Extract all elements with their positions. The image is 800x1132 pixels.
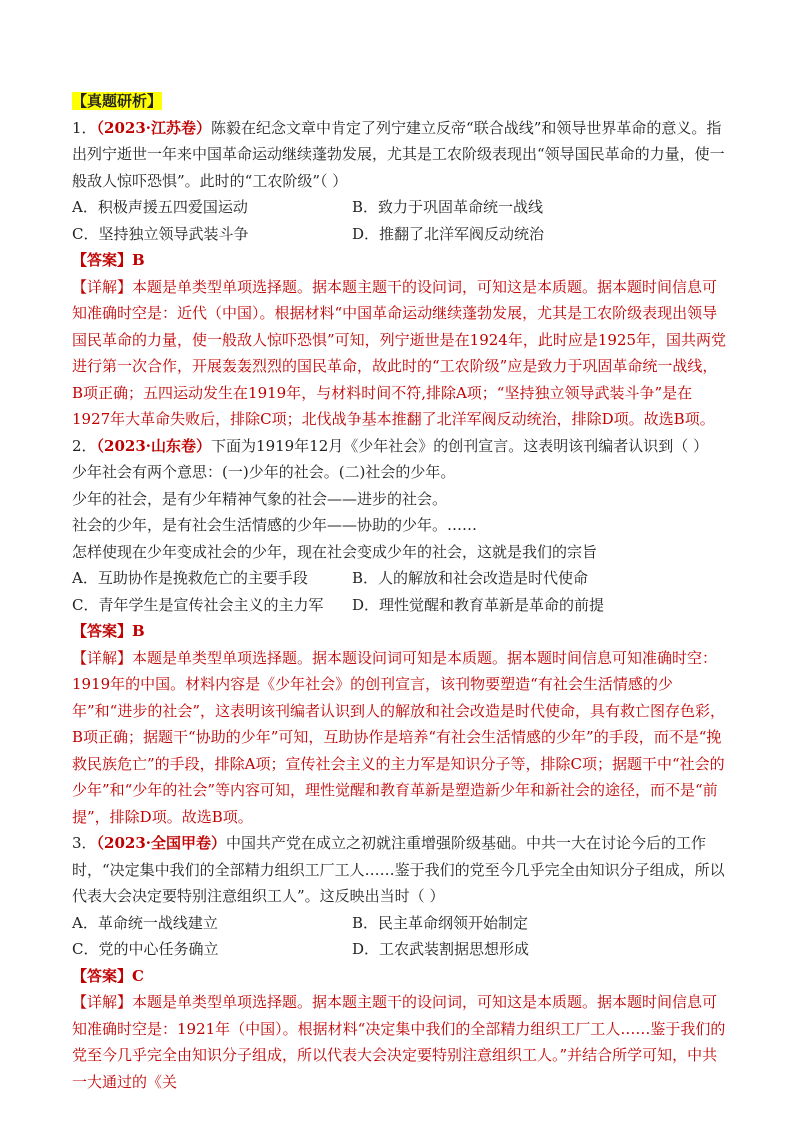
question-list — [72, 115, 728, 1096]
material-line: 怎样使现在少年变成社会的少年，现在社会变成少年的社会，这就是我们的宗旨 — [72, 542, 598, 561]
option-a: A．积极声援五四爱国运动 — [72, 198, 248, 216]
option-d: D．推翻了北洋军阀反动统治 — [352, 224, 545, 243]
question-text: 陈毅在纪念文章中肯定了列宁建立反帝“联合战线”和领导世界革命的意义。指出列宁逝世一年来中国革命运动继续蓬勃发展，尤其是工农阶级表现出“领导国民革命的力量，使一般敌人惊吓恐惧”。此时的“工农阶级”（ ） — [72, 118, 725, 190]
question-source: （2023·江苏卷） — [96, 118, 212, 137]
question-stem — [72, 433, 728, 460]
option-row — [72, 221, 728, 248]
option-c: C．青年学生是宣传社会主义的主力军 — [72, 595, 324, 614]
document-page — [72, 88, 728, 1095]
answer: 【答案】C — [72, 966, 144, 985]
option-a: A．革命统一战线建立 — [72, 913, 218, 932]
option-row — [72, 194, 728, 221]
option-c: C．党的中心任务确立 — [72, 940, 219, 958]
option-row — [72, 565, 728, 592]
question-text: 中国共产党在成立之初就注重增强阶级基础。中共一大在讨论今后的工作时，“决定集中我们的全部精力组织工厂工人……鉴于我们的党至今几乎完全由知识分子组成，所以代表大会决定要特别注意组织工人”。这反映出当时（ ） — [72, 834, 725, 905]
option-b: B．人的解放和社会改造是时代使命 — [352, 569, 589, 587]
option-d: D．理性觉醒和教育革新是革命的前提 — [352, 595, 605, 614]
question-source: （2023·山东卷） — [96, 436, 212, 455]
question-number: 1． — [72, 118, 97, 137]
option-a: A．互助协作是挽救危亡的主要手段 — [72, 569, 308, 587]
question-number: 3． — [72, 834, 97, 852]
question-text: 下面为1919年12月《少年社会》的创刊宣言。这表明该刊编者认识到（ ） — [211, 436, 709, 455]
question-block — [72, 115, 728, 433]
question-source: （2023·全国甲卷） — [96, 834, 227, 852]
option-row — [72, 592, 728, 619]
answer-detail: 【详解】本题是单类型单项选择题。据本题主题干的设问词，可知这是本质题。据本题时间信息可知准确时空是：近代（中国）。根据材料“中国革命运动继续蓬勃发展，尤其是工农阶级表现出领导国民革命的力量，使一般敌人惊吓恐惧”可知，列宁逝世是在1924年，此时应是1925年，国共两党进行第一次合作，开展轰轰烈烈的国民革命，故此时的“工农阶级”应是致力于巩固革命统一战线，B项正确；五四运动发生在1919年，与材料时间不符,排除A项；“坚持独立领导武装斗争”是在1927年大革命失败后，排除C项；北伐战争基本推翻了北洋军阀反动统治，排除D项。故选B项。 — [72, 277, 727, 428]
answer-detail: 【详解】本题是单类型单项选择题。据本题主题干的设问词，可知这是本质题。据本题时间信息可知准确时空是：1921年（中国）。根据材料“决定集中我们的全部精力组织工厂工人……鉴于我们的党至今几乎完全由知识分子组成，所以代表大会决定要特别注意组织工人。”并结合所学可知，中共一大通过的《关 — [72, 993, 726, 1091]
answer: 【答案】B — [72, 251, 145, 269]
material-line: 少年的社会，是有少年精神气象的社会——进步的社会。 — [72, 489, 448, 508]
option-c: C．坚持独立领导武装斗争 — [72, 224, 249, 243]
question-block — [72, 433, 728, 831]
option-b: B．民主革命纲领开始制定 — [352, 913, 529, 932]
question-stem — [72, 830, 728, 910]
question-block — [72, 830, 728, 1095]
option-row — [72, 936, 728, 963]
question-stem — [72, 115, 728, 195]
material-line: 社会的少年，是有社会生活情感的少年——协助的少年。…… — [72, 516, 478, 534]
answer: 【答案】B — [72, 622, 145, 640]
answer-detail: 【详解】本题是单类型单项选择题。据本题设问词可知是本质题。据本题时间信息可知准确时空：1919年的中国。材料内容是《少年社会》的创刊宣言，该刊物要塑造“有社会生活情感的少年”和“进步的社会”，这表明该刊编者认识到人的解放和社会改造是时代使命，具有救亡图存色彩，B项正确；据题干“协助的少年”可知，互助协作是培养“有社会生活情感的少年”的手段，而不是“挽救民族危亡”的手段，排除A项；宣传社会主义的主力军是知识分子等，排除C项；据题干中“社会的少年”和“少年的社会”等内容可知，理性觉醒和教育革新是塑造新少年和新社会的途径，而不是“前提”，排除D项。故选B项。 — [72, 648, 726, 826]
option-row — [72, 910, 728, 937]
option-d: D．工农武装割据思想形成 — [352, 940, 530, 958]
section-title: 【真题研析】 — [72, 92, 163, 110]
question-number: 2． — [72, 436, 97, 455]
option-b: B．致力于巩固革命统一战线 — [352, 198, 544, 216]
material-line: 少年社会有两个意思：(一)少年的社会。(二)社会的少年。 — [72, 463, 456, 481]
